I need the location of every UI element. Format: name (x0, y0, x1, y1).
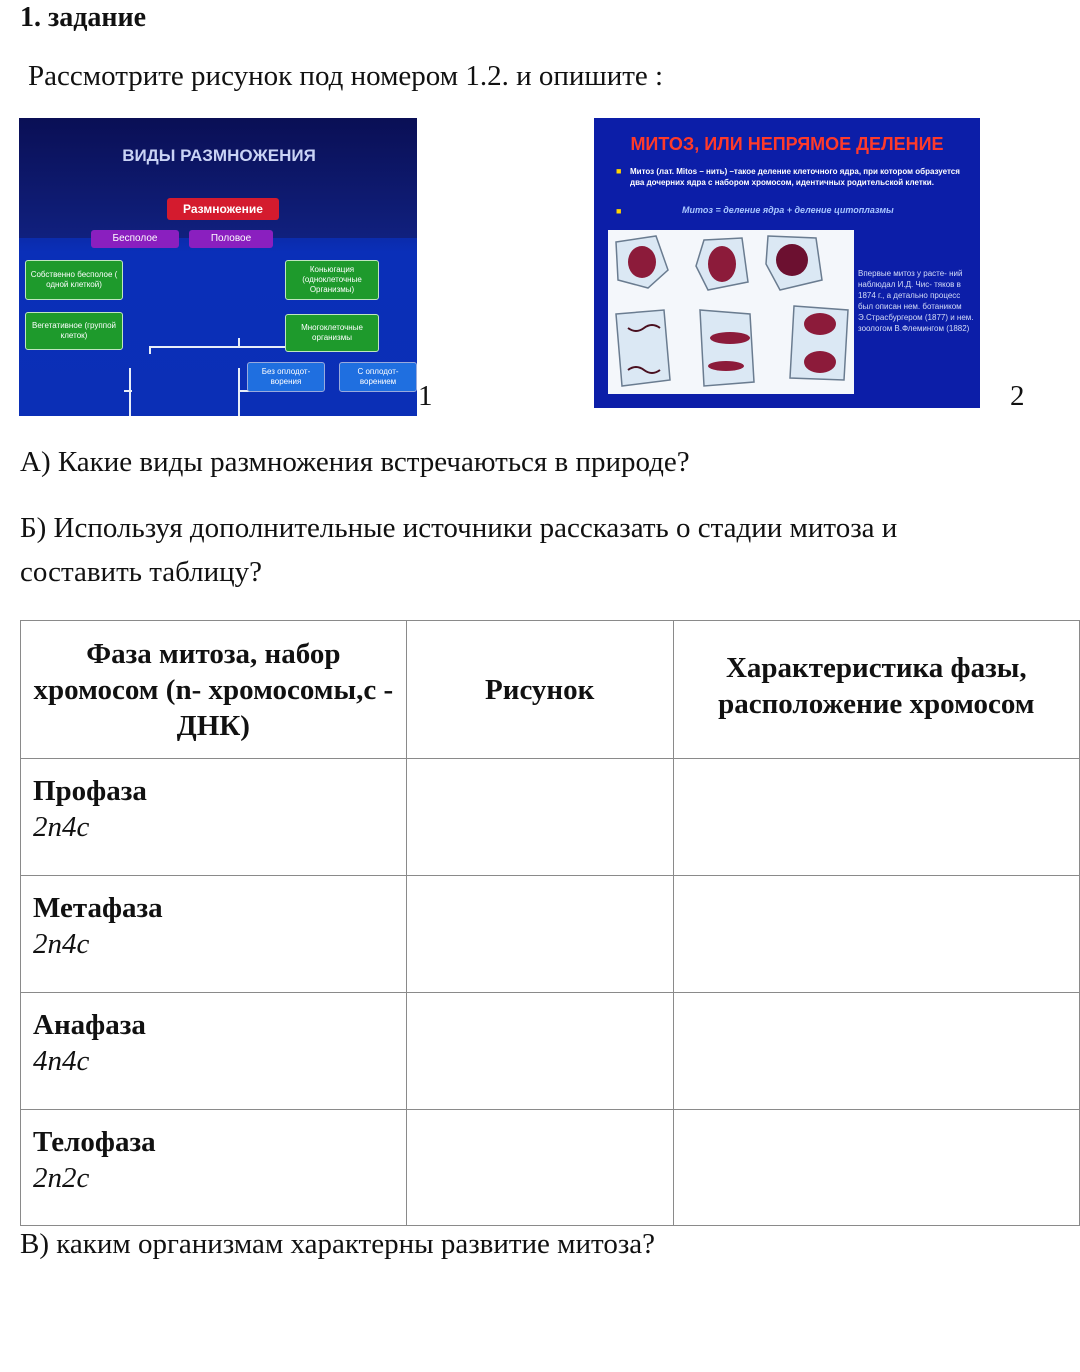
phase-set: 2n4c (33, 811, 90, 843)
phase-set: 2n2c (33, 1162, 90, 1194)
question-b-line1: Б) Используя дополнительные источники рассказать о стадии митоза и (20, 512, 898, 544)
picture-cell[interactable] (406, 1110, 673, 1226)
characteristic-cell[interactable] (673, 1110, 1079, 1226)
phase-name: Метафаза (33, 892, 163, 924)
question-c: В) каким организмам характерны развитие митоза? (20, 1228, 656, 1260)
phase-set: 4n4c (33, 1045, 90, 1077)
figure2-number: 2 (1010, 380, 1025, 412)
characteristic-cell[interactable] (673, 759, 1079, 876)
instruction-text: Рассмотрите рисунок под номером 1.2. и опишите : (28, 60, 664, 92)
mitosis-formula: Митоз = деление ядра + деление цитоплазмы (682, 205, 894, 215)
asexual-item-2: Вегетативное (группой клеток) (25, 312, 123, 350)
task-heading: 1. задание (20, 2, 147, 33)
phase-set: 2n4c (33, 928, 90, 960)
mitosis-history-text: Впервые митоз у расте- ний наблюдал И.Д. Чис- тяков в 1874 г., а детально процесс был описан нем. ботаником Э.Страсбургером (1877) и нем. зоологом В.Флемингом (1882) (858, 269, 974, 333)
picture-cell[interactable] (406, 993, 673, 1110)
root-box: Размножение (167, 198, 279, 220)
sexual-item-2: Многоклеточные организмы (285, 314, 379, 352)
table-row (21, 759, 1080, 876)
mitosis-phases-table (20, 620, 1080, 1226)
fertilization-item-2: С оплодот- ворением (339, 362, 417, 392)
table-row (21, 876, 1080, 993)
asexual-box: Бесполое (91, 230, 179, 248)
header-phase: Фаза митоза, набор хромосом (n- хромосомы,с - ДНК) (21, 621, 407, 759)
figure-reproduction-types (19, 118, 417, 416)
picture-cell[interactable] (406, 876, 673, 993)
figure2-title: МИТОЗ, ИЛИ НЕПРЯМОЕ ДЕЛЕНИЕ (630, 134, 944, 154)
table-row (21, 993, 1080, 1110)
phase-name: Анафаза (33, 1009, 146, 1041)
sexual-box: Половое (189, 230, 273, 248)
header-characteristic: Характеристика фазы, расположение хромосом (673, 621, 1079, 759)
characteristic-cell[interactable] (673, 876, 1079, 993)
figure1-title: ВИДЫ РАЗМНОЖЕНИЯ (122, 146, 316, 165)
picture-cell[interactable] (406, 759, 673, 876)
fertilization-item-1: Без оплодот- ворения (247, 362, 325, 392)
phase-name: Профаза (33, 775, 147, 807)
asexual-item-1: Собственно бесполое ( одной клеткой) (25, 260, 123, 300)
phase-name: Телофаза (33, 1126, 156, 1158)
sexual-item-1: Коньюгация (одноклеточные Организмы) (285, 260, 379, 300)
table-row (21, 1110, 1080, 1226)
question-b-line2: составить таблицу? (20, 556, 263, 588)
characteristic-cell[interactable] (673, 993, 1079, 1110)
mitosis-definition: Митоз (лат. Mitos – нить) –такое деление клеточного ядра, при котором образуется два дочерних ядра с набором хромосом, идентичных родительской клетки. (630, 167, 960, 187)
figure-mitosis: МИТОЗ, ИЛИ НЕПРЯМОЕ ДЕЛЕНИЕ ■ Митоз (лат. Mitos – нить) –такое деление клеточного ядра, при котором образуется два дочерних ядра с набором хромосом, идентичных родительской клетки. ■ Митоз = деление ядра + деление цитоплазмы Впервые митоз у расте- ний наблюдал И.Д. Чис- тяков в 1874 г., а детально процесс был описан нем. ботаником Э.Страсбургером (1877) и нем. зоологом В.Флемингом (1882) (594, 118, 980, 408)
figure1-number: 1 (418, 380, 433, 412)
mitosis-cells-illustration (608, 230, 854, 394)
mitosis-cells-panel (608, 230, 854, 394)
question-a: А) Какие виды размножения встречаються в природе? (20, 446, 690, 478)
header-picture: Рисунок (406, 621, 673, 759)
